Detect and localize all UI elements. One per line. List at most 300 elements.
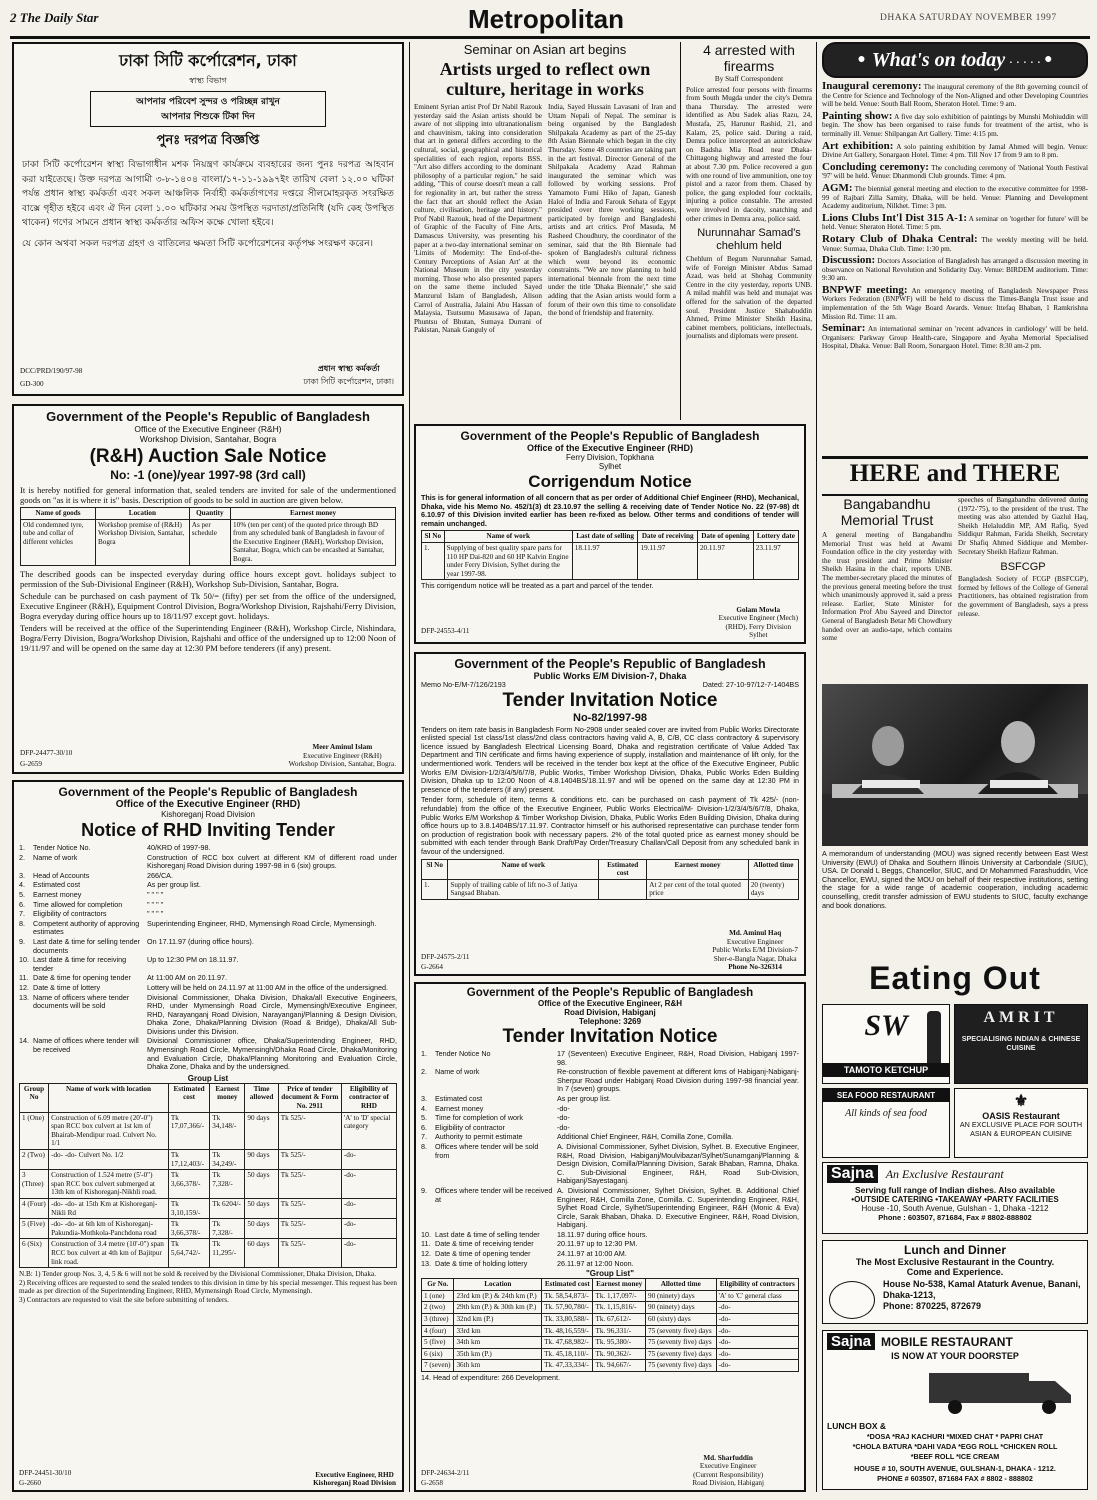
column-header: Earnest money [593,1279,646,1291]
pw-signer-place: Sher-e-Bangla Nagar, Dhaka [713,954,797,963]
pw-tender-notice [414,652,806,976]
rhd-group-list-label: Group List [187,1073,229,1083]
item-value: 24.11.97 at 10:00 AM. [557,1249,627,1259]
list-item [19,956,397,973]
item-number: 4. [19,880,25,890]
sajna-line-3: House -10, South Avenue, Gulshan - 1, Dhaka -1212 [861,1204,1049,1213]
pw-col-sl: Sl No [422,859,448,879]
dcc-body-2: যে কোন অথবা সকল দরপত্র গ্রহণ ও বাতিলের ক্ষমতা সিটি কর্পোরেশনের কর্তৃপক্ষ সংরক্ষণ করেন। [22,237,373,249]
table-cell: Tk 17,12,403/- [168,1150,209,1170]
list-item [421,1240,799,1249]
mobile-address: HOUSE # 10, SOUTH AVENUE, GULSHAN-1, DHAKA - 1212. [854,1464,1056,1473]
rh-dfp: DFP-24477-30/10 [20,749,73,758]
item-label: Last date & time for selling tender documents [33,936,141,955]
item-label: Authority to permit estimate [435,1132,523,1142]
table-cell: Construction of 6.09 metre (20'-0") span RCC box culvert at 1st km of Bhairab-Mendipur road. Culvert No. 1/1 [49,1112,169,1149]
list-item [421,1095,799,1104]
list-item [19,974,397,983]
item-number: 1. [19,843,25,852]
arrest-article [686,42,812,420]
table-row [20,1219,397,1239]
table-row [20,1150,397,1170]
item-value: A. Divisional Commissioner, Sylhet Division, Sylhet. B. Executive Engineer, R&H, Road Division, Habiganj/Moulvibazar/Sylhet/Sunamganj/Planning & Design Division, Comilla/Planning Division, Sarak Bhaban, Ramna, Dhaka. C. Sub-Divisional Engineer, R&H, Road Sub-Division, Habiganj/Sayestaganj. [557,1141,799,1186]
rh-title: (R&H) Auction Sale Notice [89,446,327,467]
table-cell: 75 (seventy five) days [646,1337,717,1349]
rhd-title: Notice of RHD Inviting Tender [81,820,335,840]
item-label: Eligibility of contractors [33,909,107,919]
mobile-title: MOBILE RESTAURANT [881,1334,1013,1349]
item-number: 4. [421,1103,427,1113]
table-cell: -do- [341,1239,396,1268]
pw-dfp: DFP-24575-2/11 [421,953,470,962]
table-cell: 60 days [245,1239,278,1268]
dcc-ref: DCC/PRD/190/97-98 [20,367,83,376]
table-cell: 90 days [245,1112,278,1149]
masthead [10,4,1090,36]
item-value: Lottery will be held on 24.11.97 at 11:00 AM in the office of the undersigned. [147,982,388,992]
table-cell: Tk. 45,18,110/- [542,1348,593,1360]
hab-g: G-2658 [421,1479,443,1488]
corr-office: Office of the Executive Engineer (RHD) [526,443,694,453]
seminar-article [414,42,676,420]
table-cell: 75 (seventy five) days [646,1348,717,1360]
table-cell: 5 (five) [422,1337,454,1349]
event-title: Seminar: [822,322,866,335]
rh-col-goods: Name of goods [21,508,96,520]
item-number: 3. [19,870,25,880]
event-item [822,324,1088,351]
mobile-menu-3: *BEEF ROLL *ICE CREAM [910,1452,1000,1461]
table-cell: 29th km (P.) & 30th km (P.) [454,1302,542,1314]
corr-signer-title: Executive Engineer (Mech) [718,614,798,623]
list-item [421,1105,799,1114]
dcc-slogan-box [90,91,326,127]
table-cell: 1 (One) [20,1112,49,1149]
table-row [20,1170,397,1199]
table-cell: 36th km [454,1360,542,1372]
rh-number: No: -1 (one)/year 1997-98 (3rd call) [110,468,306,482]
pw-col-work: Name of work [448,859,599,879]
event-details: The weekly meeting will be held. Venue: Surmaa, Dhaka Club. Time: 1:30 pm. [822,235,1088,253]
table-row [422,879,799,899]
event-details: Doctors Association of Bangladesh has arranged a discussion meeting in observance on National Revolution and Solidarity Day. Venue: BIRDEM auditorium. Time: 9:30 am. [822,257,1088,283]
sajna-ad [822,1162,1088,1234]
event-item [822,181,1088,211]
pw-gov: Government of the People's Republic of Bangladesh [454,657,766,671]
dcc-slogan-2: আপনার শিশুকে টিকা দিন [161,112,255,122]
corr-place: Sylhet [598,462,622,471]
item-number: 5. [19,889,25,899]
item-number: 9. [19,936,25,946]
item-value: 18.11.97 during office hours. [557,1229,648,1239]
corr-dfp: DFP-24553-4/11 [421,627,470,636]
corr-signer [719,606,798,640]
item-number: 11. [19,973,29,983]
table-row [20,1112,397,1149]
pw-cell-time: 20 (twenty) days [748,879,798,899]
item-label: Name of work [435,1067,480,1077]
table-cell: 3 (Three) [20,1170,49,1199]
rh-para-1: The described goods can be inspected everyday during office hours except govt. holidays subject to permission of the Sub-Divisional Engineer (R&H), Workshop Sub-Division, Santahar, Bogra. [20,568,396,589]
table-cell: 6 (Six) [20,1239,49,1268]
item-number: 12. [19,982,29,992]
event-details: A solo painting exhibition by Jamal Ahmed will begin. Venue: Divine Art Gallery, Sonargaon Hotel. Time: 4 pm. Till Nov 17 from 9 am to 8 pm. [822,142,1088,160]
dcc-dept: স্বাস্থ্য বিভাগ [189,76,227,85]
list-item [19,872,397,881]
item-label: Offices where tender will be received at [435,1185,553,1204]
item-label: Tender Notice No [435,1049,491,1058]
table-cell: Tk 3,66,378/- [168,1170,209,1199]
item-number: 6. [421,1122,427,1132]
table-cell: Tk 7,328/- [210,1219,245,1239]
rhd-signer [313,1471,396,1488]
mobile-phone: PHONE # 603507, 871684 FAX # 8802 - 888802 [877,1474,1033,1483]
lunch-dinner-line-2: Come and Experience. [906,1267,1004,1277]
pw-para-1: Tenders on item rate basis in Bangladesh Form No-2908 under sealed cover are invited from Public Works Directorate enlisted special 1st class/1st class/2nd class contractors having valid A, B, C/B, CC class contractory & supervisory licence issued by Bangladesh Electrical Licensing Board, Dhaka and registration certificate of Value Added Tax Department and TIN certificate and firms having experience of supply, installation and maintenance of lift only, for the undermentioned work. Tenders will be received in the tender box kept at the office of the Executive Engineer, Public Works E/M Division-1/2/3/4/5/6/7/8, Public Works, Timber Workshop Division, Dhaka, Public Works Eden Building Division, Dhaka up to 12:00 Noon of 4.8.1404BS/18.11.97 and will be opened on the same day at 12:30 PM in presence of the tenderers (if any) present. [421,724,799,794]
pw-cell-cost [599,879,647,899]
table-cell: Tk. 1,17,097/- [593,1290,646,1302]
hab-signer-title: Executive Engineer [699,1462,757,1471]
lunch-dinner-line-1: The Most Exclusive Restaurant in the Country. [855,1257,1055,1267]
rh-para-2: Schedule can be purchased on cash payment of Tk 50/= (fifty) per set from the office of the undersigned, Executive Engineer (R&H), Equipment Control Division, Bogra/Workshop Division, Rajshahi/Ferry Division, Bogra everyday during office hours up to 18/11/97 except govt. holidays. [20,590,396,621]
item-value: Divisional Commissioner office, Dhaka/Superintending Engineer, RHD, Mymensingh Road Circle, Mymensingh/Dhaka Road Circle, Dhaka/Monitoring and Evaluation Circle, Dhaka/Planning Monitoring and Evaluation Circle, Dhaka Zone, Dhaka and by the undersigned. [147,1036,397,1072]
rh-col-earnest: Earnest money [231,508,396,520]
rhd-dfp: DFP-24451-30/10 [19,1469,72,1478]
rhd-gov: Government of the People's Republic of Bangladesh [58,785,358,799]
corr-cell-work: Supplying of best quality spare parts for 110 HP Dai-820 and 60 HP Kalvin Engine under Ferry Division, Sylhet during the year 1997-98. [444,542,572,579]
item-label: Date & time of holding lottery [435,1258,528,1268]
corr-gov: Government of the People's Republic of Bangladesh [460,429,760,443]
table-cell: Tk 34,249/- [210,1150,245,1170]
table-cell: 90 days [245,1150,278,1170]
table-cell: 'A' to 'D' special category [341,1112,396,1149]
item-value: " " " " [147,899,164,909]
mou-caption: A memorandum of understanding (MOU) was signed recently between East West University (EWU) of Dhaka and Southern Illinois University at Carbondale (SIUC), USA. Dr Donald L Beggs, Chancellor, SIUC, and Dr Mohammed Farashuddin, Vice Chancellor, EWU, signed the MOU on behalf of their respective institutions, setting the stage for a wide range of academic cooperation, including academic counselling, credit transfer admission of EWU students to SIUC, faculty exchange and book donations. [822,849,1088,910]
dcc-heading: পুনঃ দরপত্র বিজ্ঞপ্তি [156,133,260,148]
page-label: 2 The Daily Star [10,10,99,25]
item-label: Competent authority of approving estimates [33,918,140,937]
item-value: -do- [557,1103,570,1113]
table-cell: 34th km [454,1337,542,1349]
column-header: Time allowed [245,1083,278,1112]
table-row [422,1314,799,1326]
here-headline-2: BSFCGP [1000,561,1046,574]
event-title: BNPWF meeting: [822,283,908,296]
pw-para-2: Tender form, schedule of item, terms & conditions etc. can be purchased on cash payment of Tk 425/- (non-refundable) from the office of the Executive Engineer, Public Works Electrical/M- Division-1/2/3/4/5/6/7/8, Dhaka, Public Works E/M Workshop & Timber Workshop Division, Dhaka, Public Works Eden Building Division, Dhaka during office hours up to 3.8.1404BS/17.11.97. Contractor himself or his authorised representative can purchase tender form on production of registration book with necessary papers. 2% of the total quoted price as earnest money should be submitted with each tender through Bank Draft/Pay Order/Treasury Challan/Call Deposit from any scheduled bank in favour of the undersigned. [421,795,799,856]
item-label: Tender Notice No. [33,843,91,852]
event-details: The concluding ceremony of 'National Youth Festival '97' will be held. Venue: Dhanmondi Club grounds. Time: 4 pm. [822,163,1088,181]
pw-signer [712,929,798,972]
rhd-division: Kishoreganj Road Division [161,810,255,819]
nb-note: 3) Contractors are requested to visit the site before submitting of tenders. [19,1295,229,1304]
list-item [19,881,397,890]
event-title: Rotary Club of Dhaka Central: [822,232,978,245]
pw-table [421,859,799,900]
rh-cell-location: Workshop premise of (R&H) Workshop Division, Santahar, Bogra [96,519,190,565]
item-number: 8. [421,1141,427,1151]
event-details: An emergency meeting of Bangladesh Newspaper Press Workers Federation (BNPWF) will be held to discuss the Times-Bangla Trust issue and implementation of the 5th Wage Board Awards. Venue: Ittefaq Bhaban, 1 Ramkrishna Mission Rd. Time: 11 am. [822,286,1088,321]
item-value: Divisional Commissioner, Dhaka Division, Dhaka/all Executive Engineers, RHD, under Mymensingh Road Circle, Mymensingh/Executive Engineer, RHD, Narayanganj Road Division, Narayanganj/Planning & Design Division, Dhaka Zone, Dhaka/Planning Division (Road & Bridge), Dhaka/All Sub-Divisions under this Division. [147,992,397,1036]
item-label: Date & time of opening tender [435,1249,531,1259]
table-cell: -do- -do- at 6th km of Kishoreganj-Pakundia-Mothkola-Panchdona road [49,1219,169,1239]
list-item [421,1231,799,1240]
table-cell: -do- [716,1360,798,1372]
table-cell: 2 (two) [422,1302,454,1314]
event-title: Concluding ceremony: [822,160,929,173]
list-item [421,1143,799,1186]
table-cell: 4 (four) [422,1325,454,1337]
list-item [421,1068,799,1094]
hab-group-table [421,1278,799,1372]
list-item [421,1187,799,1230]
date-line: DHAKA SATURDAY NOVEMBER 1997 [880,13,1057,23]
corr-cell-lottery: 23.11.97 [753,542,798,579]
table-cell: Tk. 67,612/- [593,1314,646,1326]
dcc-title: ঢাকা সিটি কর্পোরেশন, ঢাকা [119,51,297,70]
chehlum-body: Chehlum of Begum Nurunnahar Samad, wife of Foreign Minister Abdus Samad Azad, was held at Shohag Community Centre in the city yesterday, reports UNB. A milad mahfil was held and munajat was offered for the salvation of the departed soul. President Justice Shahabuddin Ahmed, Prime Minister Sheikh Hasina, cabinet members, politicians, intellectuals, journalists and diplomats were present. [686,255,812,341]
list-item [19,920,397,937]
nb-note: 2) Receiving offices are requested to send the sealed tenders to this division in time by his special messenger. This request has been made as per direction of the Superintending Engineer, RHD, Mymensingh Road Circle, Mymensingh. [19,1278,397,1296]
event-title: Inaugural ceremony: [822,80,922,92]
corr-cell-sl: 1. [422,542,445,579]
hab-phone: Telephone: 3269 [578,1017,642,1026]
list-item [19,938,397,955]
here-banner: HERE and THERE [849,460,1061,487]
hab-signer-note: (Current Responsibility) [693,1470,764,1479]
rhd-inviting-tender [12,780,404,1492]
item-value: At 11:00 AM on 20.11.97. [147,973,228,983]
table-cell: Tk 3,66,378/- [168,1219,209,1239]
event-item [822,256,1088,283]
table-row [422,1290,799,1302]
here-body-3: Bangladesh Society of FCGP (BSFCGP), formed by fellows of the College of General Practitioners, has obtained registration from the government of Bangladesh, says a press release. [958,575,1088,618]
table-cell: 35th km (P.) [454,1348,542,1360]
item-value: 40/KRD of 1997-98. [147,843,211,852]
rh-signer [289,743,396,769]
item-label: Eligibility of contractor [435,1122,505,1132]
table-cell: -do- -do- at 15th Km at Kishoreganj-Nikli Rd [49,1198,169,1218]
item-label: Date & time of lottery [33,982,101,992]
ketchup-bottle-icon [927,1011,941,1065]
hab-signer-org: Road Division, Habiganj [692,1479,764,1488]
pw-cell-earnest: At 2 per cent of the total quoted price [647,879,749,899]
hab-dfp: DFP-24634-2/11 [421,1469,470,1478]
item-number: 13. [421,1258,431,1268]
table-cell: -do- -do- Culvert No. 1/2 [49,1150,169,1170]
table-cell: Tk. 1,15,816/- [593,1302,646,1314]
table-cell: Tk. 48,16,559/- [542,1325,593,1337]
event-item [822,160,1088,181]
list-item [19,854,397,871]
table-cell: Tk. 95,380/- [593,1337,646,1349]
table-row [422,1360,799,1372]
item-label: Name of officers where tender documents will be sold [33,992,130,1011]
rh-cell-goods: Old condemned tyre, tube and collar of different vehicles [21,519,96,565]
table-cell: Tk. 57,90,780/- [542,1302,593,1314]
table-cell: 23rd km (P.) & 24th km (P.) [454,1290,542,1302]
oasis-title: OASIS Restaurant [982,1111,1060,1121]
list-item [421,1114,799,1123]
item-number: 5. [421,1113,427,1123]
column-header: Earnest money [210,1083,245,1112]
section-title: Metropolitan [468,4,624,34]
seminar-col-2: India, Sayed Hussain Lavasani of Iran and Uttam Nepali of Nepal. The seminar is being organised by the Bangladesh Shilpakala Academy as part of the 25-day 8th Asian Biennale which began in the city Thursday. Some 48 countries are taking part in the art festival. Director General of the Shilpakala Academy Azad Rahman inaugurated the seminar which was followed by working sessions. Prof Yamamoto Fumi Hiko of Japan, Ganesh Haloi of India and Farouk Sehata of Egypt presided over three working sessions, participated by foreign and Bangladeshi artists and art critics. Prof Masuda, M Rasheed Choudhury, the coordinator of the seminar, said that the 8th Biennale had spoken of Bangladesh's cultural richness which went beyond its economic constraints. "We are now planning to hold international biennale from the next time under the title 'Dhaka Biennale'," she said adding that the Asian artists would form a forum of their own this time to consolidate the bond of friendship and fraternity. [548,103,676,318]
table-cell: Construction of 1.524 metre (5'-0") span RCC box culvert submerged at 13th km of Kishoreganj-Nikhli road. [49,1170,169,1199]
pw-memo: Memo No-E/M-7/126/2193 [421,680,506,689]
item-value: A. Divisional Commissioner, Sylhet Division, Sylhet. B. Additional Chief Engineer, R&H, Comilla Zone, Comilla. C. Superintending Engineer, R&H, Sylhet Road Circle, Sylhet/Superintending Engineer, R&H (Monic & Eva) Circle, Sarak Bhaban, Dhaka. D. Executive Engineer, R&H, Road Division, Habiganj. [557,1185,799,1230]
event-item [822,109,1088,139]
amrit-sub: SPECIALISING INDIAN & CHINESE CUISINE [961,1034,1081,1052]
rhd-g: G-2660 [19,1479,41,1488]
here-body-1: A general meeting of Bangabandhu Memorial Trust was held at Awami Foundation office in the city yesterday with the trust president and Prime Minister Sheikh Hasina in the chair, reports UNB. The member-secretary placed the minutes of the previous general meeting before the trust which unanimously approved it, said a press release. Earlier, State Minister for Information Prof Abu Sayeed and Director General of Bangladesh Betar Mi Chowdhury handed over an audio-tape, which contains some [822,531,952,643]
item-label: Estimated cost [33,880,81,890]
sajna-tag: An Exclusive Restaurant [885,1167,1004,1181]
table-cell: 7 (seven) [422,1360,454,1372]
item-label: Earnest money [435,1103,484,1113]
corr-signer-place: Sylhet [749,631,768,640]
masthead-rule [10,36,1090,39]
item-value: Additional Chief Engineer, R&H, Comilla Zone, Comilla. [557,1132,734,1142]
table-row [422,1348,799,1360]
column-header: Allotted time [646,1279,717,1291]
table-cell: -do- [716,1314,798,1326]
rh-signer-name: Meer Aminul Islam [312,743,373,752]
table-cell: Tk 525/- [278,1170,341,1199]
table-cell: 3 (three) [422,1314,454,1326]
column-header: Estimated cost [168,1083,209,1112]
corr-intro: This is for general information of all concern that as per order of Additional Chief Engineer (RHD), Mechanical, Dhaka, vide his Memo No. 452/1(3) dt 23.10.97 the selling & receiving date of Tender Notice No. 22 (97-98) dt 6.10.97 of this Division invited earlier has been re-fixed as below. Other terms and conditions of tender will remain unchanged. [421,493,799,528]
pw-col-earnest: Earnest money [647,859,749,879]
event-item [822,139,1088,160]
item-value: 266/CA. [147,870,173,880]
column-header: Name of work with location [49,1083,169,1112]
item-label: Estimated cost [435,1093,483,1103]
table-cell: Tk 525/- [278,1239,341,1268]
hab-gov: Government of the People's Republic of Bangladesh [466,987,754,999]
item-value: -do- [557,1122,570,1132]
item-value: Superintending Engineer, RHD, Mymensingh Road Circle, Mymensingh. [147,918,377,928]
pw-phone: Phone No-326314 [728,963,782,972]
table-row [21,519,396,565]
hab-items [421,1050,799,1268]
table-row [422,1337,799,1349]
pw-signer-name: Md. Aminul Haq [729,929,782,938]
arrest-headline: 4 arrested with firearms [703,42,795,74]
rhd-group-table [19,1083,397,1268]
dcc-body: ঢাকা সিটি কর্পোরেশন স্বাস্থ্য বিভাগাধীন মশক নিয়ন্ত্রণ কার্যক্রমে ব্যবহারের জন্য পুনঃ দরপত্র আহবান করা যাইতেছে। উক্ত দরপত্র আগামী ৩-৮-১৪০৪ বাংলা/১৭-১১-১৯৯৭ইং তারিখ বেলা ১২.০০ ঘটিকা পর্যন্ত প্রধান স্বাস্থ্য কর্মকর্তা এবং সকল আঞ্চলিক নির্বাহী কর্মকর্তাগণের দপ্তরে সীলমোহরকৃত সংরক্ষিত বাক্সে গৃহীত হইবে এবং ঐ দিন বেলা ১.০০ ঘটিকার সময় উপস্থিত দরদাতা/প্রতিনিধি (যদি কেহ উপস্থিত থাকেন) গণের সামনে প্রধান স্বাস্থ্য কর্মকর্তার অফিস কক্ষে খোলা হইবে। [22,159,394,228]
item-value: -do- [557,1113,570,1123]
rh-gov: Government of the People's Republic of Bangladesh [46,409,370,424]
hab-signer [692,1454,764,1488]
table-cell: Tk 525/- [278,1150,341,1170]
table-cell: -do- [716,1348,798,1360]
lunch-dinner-ad [822,1240,1088,1324]
event-item [822,82,1088,109]
item-label: Date & time of receiving tender [435,1239,534,1249]
table-cell: -do- [341,1219,396,1239]
whats-on-list [822,82,1088,351]
arrest-body: Police arrested four persons with firearms from South Mugda under the city's Demra thana Thursday. The arrested were identified as Abu Sadek alias Razu, 24, Mustafa, 25, Harunur Rashid, 21, and Kalam, 25, police said. During a raid, Demra police intercepted an autorickshaw on Badsha Mia Road near Dhaka-Chittagong highway and arrested the four at about 7.30 pm. Police recovered a gun with one round of live ammunition, one toy pistol and a razor from them. Chased by police, the gang exploded four cocktails, injuring a police constable. The arrested were involved in dacoity, snatching and other crimes in Demra area, police said. [686,85,812,223]
corr-signer-org: (RHD), Ferry Division [725,622,792,631]
item-value: " " " " [147,909,164,919]
table-cell: Tk 7,328/- [210,1170,245,1199]
rhd-office: Office of the Executive Engineer (RHD) [115,799,301,810]
list-item [421,1260,799,1269]
mobile-sub: IS NOW AT YOUR DOORSTEP [891,1351,1019,1361]
rh-office: Office of the Executive Engineer (R&H) [134,424,282,434]
table-cell: Tk 11,295/- [210,1239,245,1268]
ketchup-ad [822,1004,950,1084]
mobile-restaurant-ad [822,1330,1088,1490]
dcc-signer-org: ঢাকা সিটি কর্পোরেশন, ঢাকা। [303,377,394,386]
corr-col-sell: Last date of selling [572,531,638,543]
ketchup-brand: SW [864,1009,908,1042]
ketchup-text: TAMOTO KETCHUP [823,1063,949,1077]
pw-cell-sl: 1. [422,879,448,899]
item-label: Last date & time for receiving tender [33,955,127,973]
table-cell: -do- [716,1337,798,1349]
event-title: Art exhibition: [822,139,894,152]
list-item [19,984,397,993]
column-header: Eligibility of contractors [716,1279,798,1291]
event-item [822,211,1088,232]
dcc-slogan-1: আপনার পরিবেশ সুন্দর ও পরিচ্ছন্ন রাখুন [136,97,280,107]
here-and-there [822,456,1088,956]
item-number: 6. [19,899,25,909]
rh-division: Workshop Division, Santahar, Bogra [139,434,277,444]
list-item [421,1250,799,1259]
table-cell: 50 days [245,1198,278,1218]
rh-cell-earnest: 10% (ten per cent) of the quoted price through BD from any scheduled bank of Bangladesh in favour of the Executive Engineer (R&H), Workshop Division, Santahar, Bogra, which can be encashed at Santahar, Bogra. [231,519,396,565]
table-row [422,1302,799,1314]
item-value: 17 (Seventeen) Executive Engineer, R&H, Road Division, Habiganj 1997-98. [557,1049,799,1067]
table-cell: 5 (Five) [20,1219,49,1239]
list-item [19,844,397,853]
item-label: Name of offices where tender will be received [33,1036,139,1055]
column-header: Location [454,1279,542,1291]
table-cell: Tk 525/- [278,1219,341,1239]
table-cell: Tk 5,64,742/- [168,1239,209,1268]
column-header: Eligibility of contractor of RHD [341,1083,396,1112]
lunch-dinner-address: House No-538, Kamal Ataturk Avenue, Banani, Dhaka-1213, [883,1279,1081,1300]
table-cell: 90 (ninety) days [646,1290,717,1302]
pw-signer-title: Executive Engineer [726,937,784,946]
table-cell: 32nd km (P.) [454,1314,542,1326]
table-cell: Tk. 58,54,873/- [542,1290,593,1302]
hab-group-list-label: "Group List" [585,1269,635,1279]
list-item [421,1124,799,1133]
item-label: Time for completion of work [435,1113,524,1123]
item-number: 3. [421,1093,427,1103]
table-cell: 33rd km [454,1325,542,1337]
whats-on-today [822,42,1088,448]
rhd-signer-org: Kishoreganj Road Division [313,1479,396,1488]
event-title: Lions Clubs Int'l Dist 315 A-1: [822,211,967,224]
table-cell: 50 days [245,1170,278,1199]
table-row [20,1239,397,1268]
whats-on-title: What's on today [871,48,1006,71]
rh-signer-org: Workshop Division, Santahar, Bogra. [288,760,396,769]
item-number: 2. [421,1067,427,1077]
habiganj-tender-notice [414,982,806,1492]
list-item [421,1050,799,1067]
column-header: Group No [20,1083,49,1112]
whats-on-banner [822,42,1088,78]
corr-col-open: Date of opening [697,531,753,543]
item-value: Re-construction of flexible pavement at different kms of Habiganj-Nabiganj-Sherpur Road under Habiganj Road Division during 1997-98 financial year. In 7 (seven) groups. [557,1067,799,1094]
item-value: Up to 12:30 PM on 18.11.97. [147,955,239,965]
table-row [20,1198,397,1218]
